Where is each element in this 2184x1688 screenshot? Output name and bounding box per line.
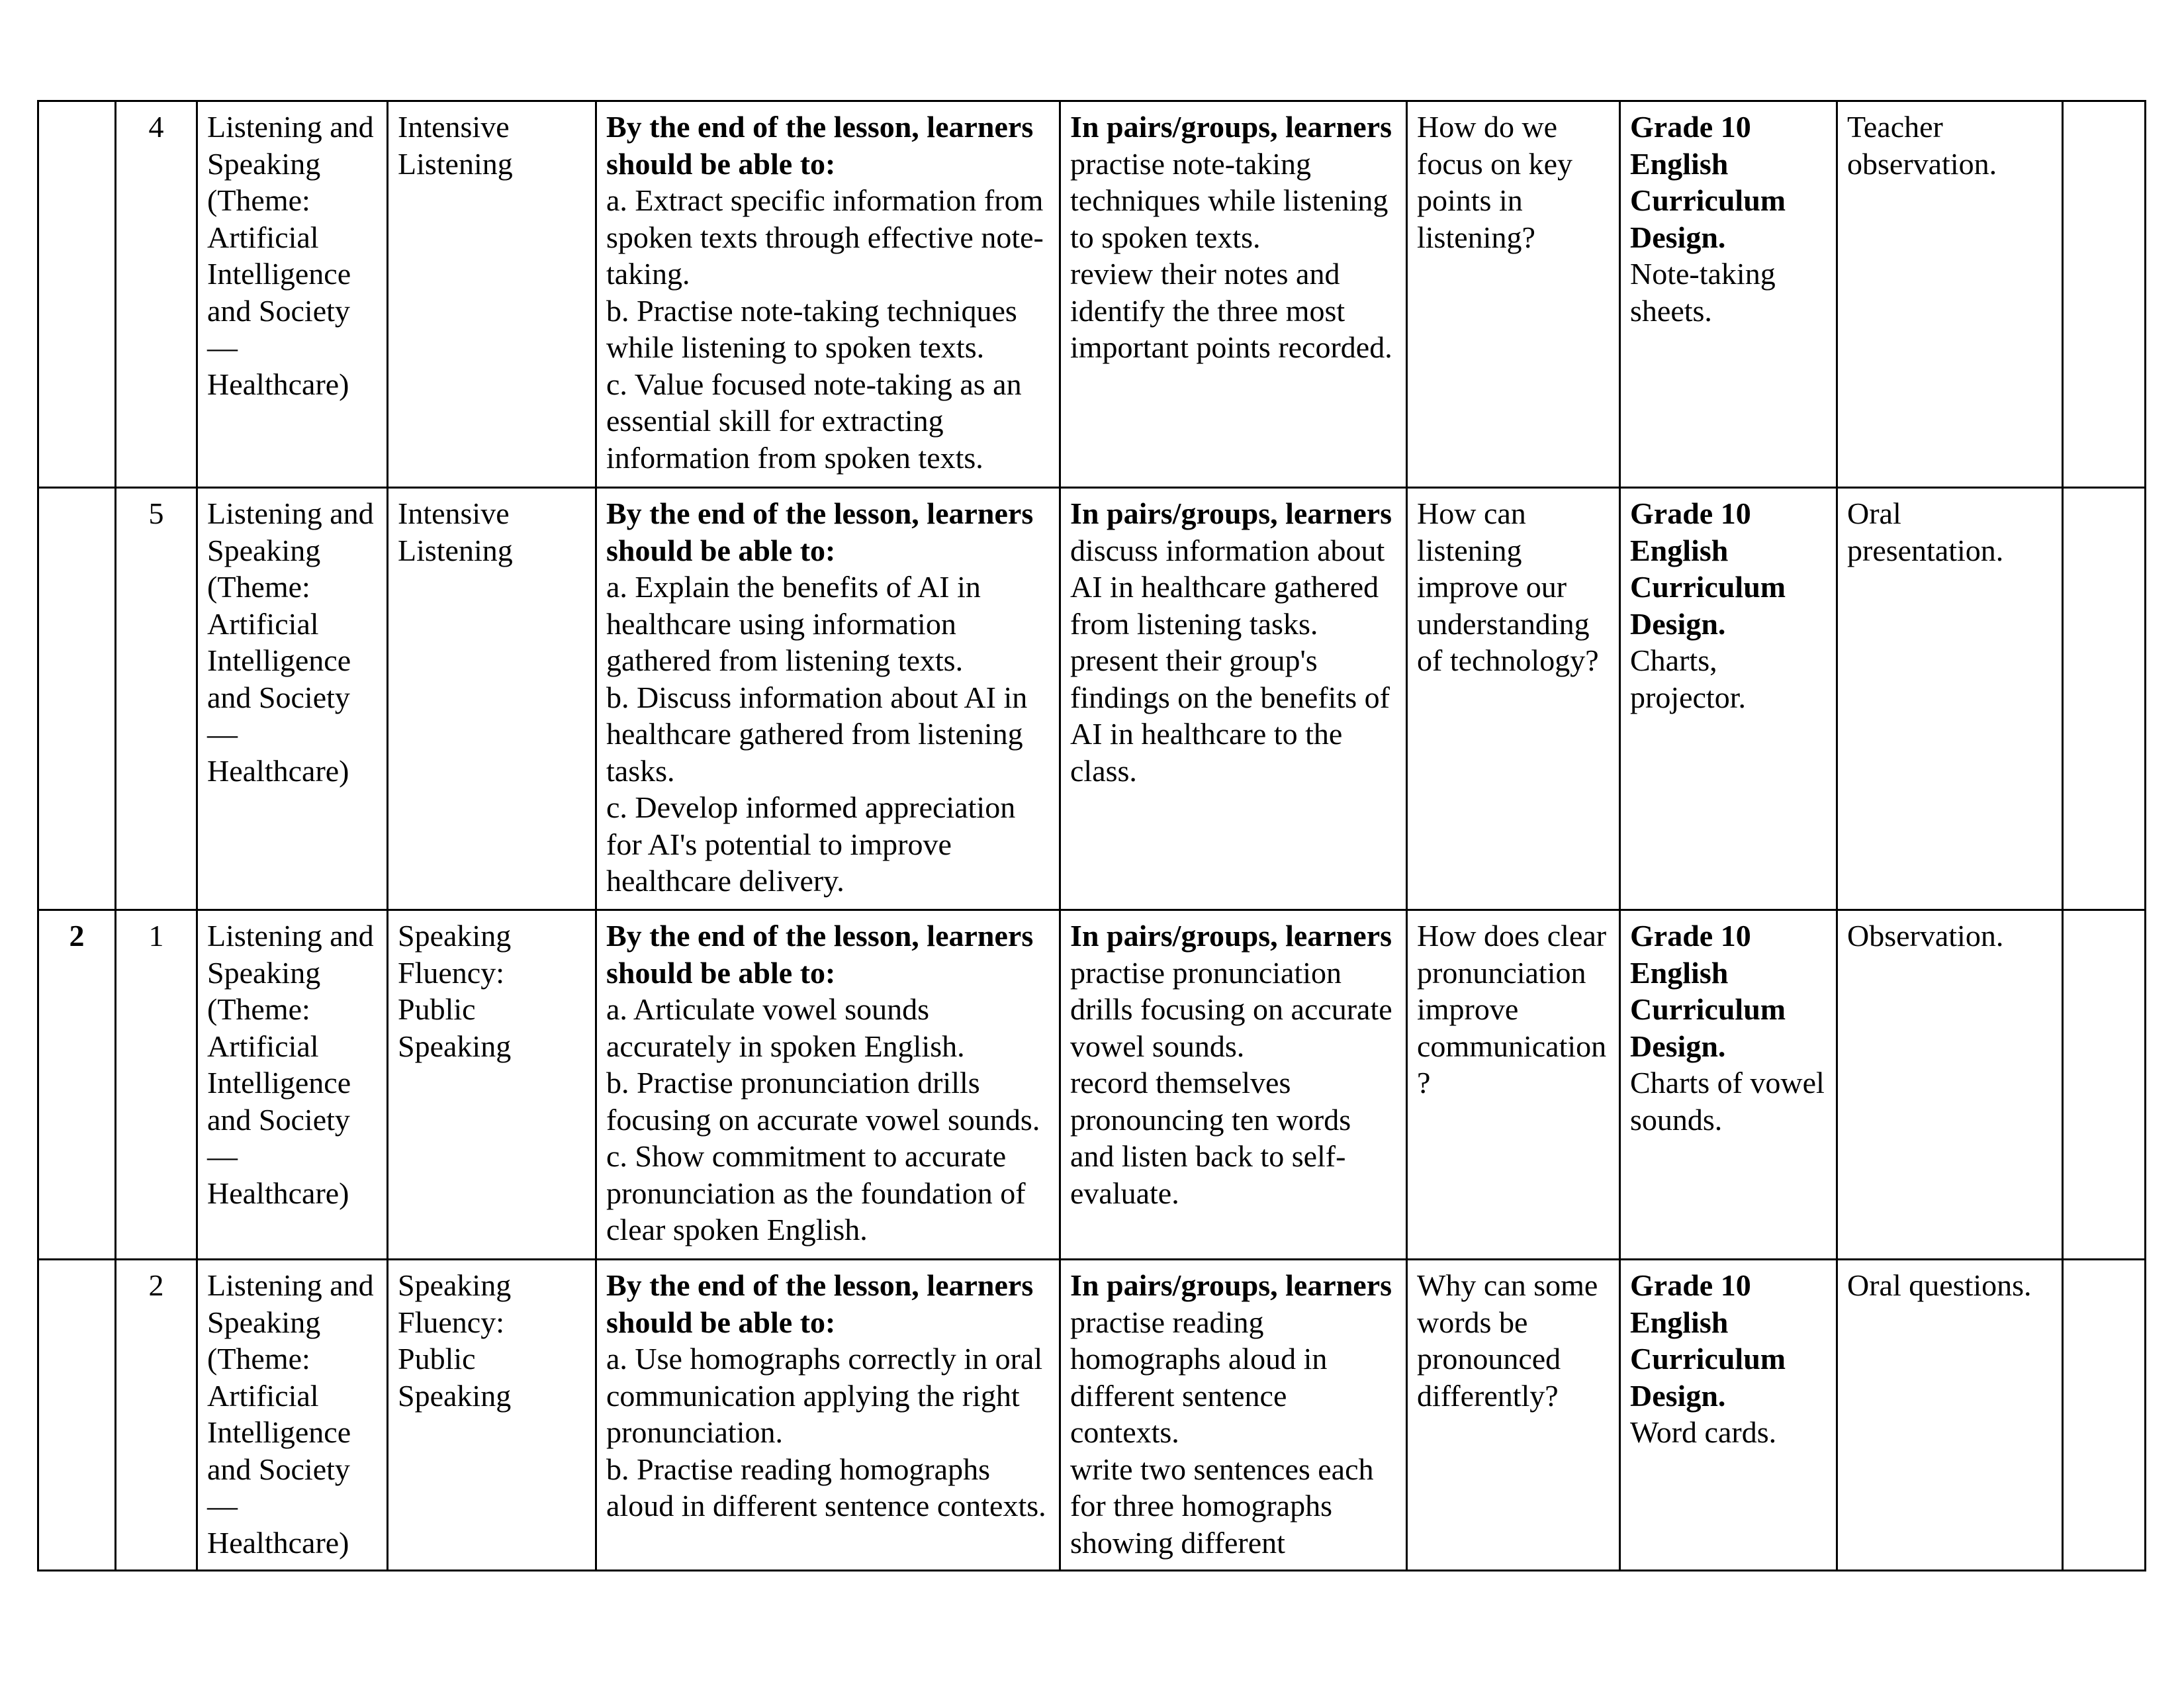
lesson-number: 1 [148, 919, 164, 953]
strand-text: Intelligence [207, 1066, 351, 1100]
sub-strand-cell [388, 1260, 596, 1571]
strand-cell [197, 101, 388, 488]
strand-text: and Society [207, 1102, 350, 1137]
resources-text: Charts, projector. [1630, 643, 1746, 714]
strand-text: Healthcare) [207, 1176, 349, 1210]
strand-text: Listening and [207, 1268, 374, 1302]
experiences-heading: In pairs/groups, learners [1070, 110, 1392, 144]
resources-cell [1620, 1260, 1837, 1571]
remarks-cell [2063, 910, 2146, 1260]
resources-cell [1620, 488, 1837, 910]
table-row [38, 488, 2146, 910]
strand-text: and Society [207, 1452, 350, 1486]
strand-cell [197, 488, 388, 910]
sub-strand-text: Fluency: [398, 955, 504, 990]
outcome-item: b. Discuss information about AI in healthcare gathered from listening tasks. [606, 680, 1028, 788]
strand-text: Intelligence [207, 643, 351, 677]
resources-cell [1620, 101, 1837, 488]
remarks-cell [2063, 101, 2146, 488]
outcomes-heading: By the end of the lesson, learners should be able to: [606, 1268, 1034, 1339]
sub-strand-text: Speaking [398, 1268, 512, 1302]
strand-text: Healthcare) [207, 1525, 349, 1560]
outcomes-heading: By the end of the lesson, learners should be able to: [606, 496, 1034, 567]
lesson-cell [116, 488, 197, 910]
strand-text: (Theme: [207, 992, 310, 1026]
learning-experiences-cell [1060, 910, 1407, 1260]
experiences-heading: In pairs/groups, learners [1070, 1268, 1392, 1302]
week-cell [38, 488, 116, 910]
remarks-cell [2063, 488, 2146, 910]
strand-text: (Theme: [207, 1342, 310, 1376]
strand-text: Artificial [207, 1029, 319, 1063]
strand-text: and Society [207, 680, 350, 714]
outcomes-heading: By the end of the lesson, learners should be able to: [606, 110, 1034, 181]
key-inquiry-cell [1407, 488, 1620, 910]
strand-text: Artificial [207, 1378, 319, 1413]
resources-cell [1620, 910, 1837, 1260]
lesson-number: 4 [148, 110, 164, 144]
strand-text: Healthcare) [207, 753, 349, 788]
resources-heading: Grade 10 English Curriculum Design. [1630, 919, 1786, 1063]
assessment-cell [1837, 488, 2063, 910]
outcome-item: b. Practise pronunciation drills focusing on accurate vowel sounds. [606, 1066, 1040, 1137]
learning-experiences-cell [1060, 101, 1407, 488]
lesson-number: 5 [148, 496, 164, 530]
key-inquiry-question: How do we focus on key points in listening? [1417, 110, 1573, 254]
strand-text: Speaking [207, 1305, 321, 1339]
strand-text: Artificial [207, 606, 319, 641]
learning-outcomes-cell [596, 101, 1060, 488]
sub-strand-cell [388, 910, 596, 1260]
key-inquiry-question: How can listening improve our understanding of technology? [1417, 496, 1599, 677]
resources-text: Charts of vowel sounds. [1630, 1066, 1825, 1137]
sub-strand-text: Public [398, 992, 476, 1026]
strand-text: Speaking [207, 146, 321, 181]
key-inquiry-cell [1407, 910, 1620, 1260]
assessment-cell [1837, 101, 2063, 488]
outcome-item: a. Extract specific information from spoken texts through effective note-taking. [606, 183, 1044, 291]
strand-text: Healthcare) [207, 367, 349, 401]
learning-outcomes-cell [596, 1260, 1060, 1571]
experience-item: practise pronunciation drills focusing on accurate vowel sounds. [1070, 955, 1392, 1063]
assessment-text: Teacher observation. [1847, 110, 1997, 181]
week-number: 2 [69, 919, 85, 953]
experience-item: write two sentences each for three homographs showing different [1070, 1452, 1374, 1560]
table-row [38, 910, 2146, 1260]
strand-text: Artificial [207, 220, 319, 254]
lesson-cell [116, 101, 197, 488]
resources-text: Note-taking sheets. [1630, 257, 1776, 328]
experience-item: review their notes and identify the three most important points recorded. [1070, 257, 1392, 364]
strand-cell [197, 1260, 388, 1571]
strand-text: — [207, 330, 238, 364]
strand-text: — [207, 717, 238, 751]
lesson-cell [116, 1260, 197, 1571]
experience-item: present their group's findings on the benefits of AI in healthcare to the class. [1070, 643, 1390, 788]
sub-strand-text: Listening [398, 533, 513, 567]
key-inquiry-cell [1407, 1260, 1620, 1571]
outcome-item: a. Articulate vowel sounds accurately in spoken English. [606, 992, 965, 1063]
learning-outcomes-cell [596, 488, 1060, 910]
resources-heading: Grade 10 English Curriculum Design. [1630, 1268, 1786, 1413]
sub-strand-text: Intensive [398, 110, 510, 144]
strand-text: Speaking [207, 533, 321, 567]
resources-text: Word cards. [1630, 1415, 1777, 1449]
outcome-item: c. Value focused note-taking as an essential skill for extracting information from spoken texts. [606, 367, 1022, 475]
strand-text: Intelligence [207, 257, 351, 291]
strand-text: Listening and [207, 919, 374, 953]
sub-strand-text: Speaking [398, 919, 512, 953]
resources-heading: Grade 10 English Curriculum Design. [1630, 496, 1786, 641]
key-inquiry-question: Why can some words be pronounced differently? [1417, 1268, 1598, 1413]
learning-experiences-cell [1060, 1260, 1407, 1571]
resources-heading: Grade 10 English Curriculum Design. [1630, 110, 1786, 254]
sub-strand-text: Speaking [398, 1029, 512, 1063]
strand-text: and Society [207, 293, 350, 328]
strand-text: Listening and [207, 496, 374, 530]
week-cell [38, 101, 116, 488]
experiences-heading: In pairs/groups, learners [1070, 496, 1392, 530]
lesson-number: 2 [148, 1268, 164, 1302]
sub-strand-cell [388, 101, 596, 488]
key-inquiry-question: How does clear pronunciation improve communication? [1417, 919, 1607, 1100]
outcome-item: c. Show commitment to accurate pronunciation as the foundation of clear spoken English. [606, 1139, 1026, 1246]
lesson-cell [116, 910, 197, 1260]
outcomes-heading: By the end of the lesson, learners should be able to: [606, 919, 1034, 990]
outcome-item: a. Use homographs correctly in oral communication applying the right pronunciation. [606, 1342, 1043, 1449]
strand-text: (Theme: [207, 570, 310, 604]
outcome-item: c. Develop informed appreciation for AI's potential to improve healthcare delivery. [606, 790, 1016, 898]
assessment-cell [1837, 1260, 2063, 1571]
sub-strand-text: Fluency: [398, 1305, 504, 1339]
sub-strand-cell [388, 488, 596, 910]
outcome-item: b. Practise reading homographs aloud in different sentence contexts. [606, 1452, 1046, 1523]
table-row [38, 101, 2146, 488]
assessment-cell [1837, 910, 2063, 1260]
outcome-item: a. Explain the benefits of AI in healthcare using information gathered from listening texts. [606, 570, 981, 677]
experience-item: practise note-taking techniques while listening to spoken texts. [1070, 146, 1388, 254]
sub-strand-text: Speaking [398, 1378, 512, 1413]
strand-text: (Theme: [207, 183, 310, 217]
experience-item: discuss information about AI in healthcare gathered from listening tasks. [1070, 533, 1385, 641]
table-row [38, 1260, 2146, 1571]
strand-text: — [207, 1489, 238, 1523]
assessment-text: Oral presentation. [1847, 496, 2004, 567]
sub-strand-text: Public [398, 1342, 476, 1376]
sub-strand-text: Intensive [398, 496, 510, 530]
assessment-text: Observation. [1847, 919, 2004, 953]
strand-text: Intelligence [207, 1415, 351, 1449]
week-cell [38, 910, 116, 1260]
experiences-heading: In pairs/groups, learners [1070, 919, 1392, 953]
strand-text: Speaking [207, 955, 321, 990]
strand-text: — [207, 1139, 238, 1173]
experience-item: record themselves pronouncing ten words and listen back to self-evaluate. [1070, 1066, 1351, 1210]
week-cell [38, 1260, 116, 1571]
learning-experiences-cell [1060, 488, 1407, 910]
experience-item: practise reading homographs aloud in different sentence contexts. [1070, 1305, 1328, 1449]
assessment-text: Oral questions. [1847, 1268, 2032, 1302]
outcome-item: b. Practise note-taking techniques while listening to spoken texts. [606, 293, 1017, 364]
strand-cell [197, 910, 388, 1260]
learning-outcomes-cell [596, 910, 1060, 1260]
sub-strand-text: Listening [398, 146, 513, 181]
scheme-of-work-table [37, 100, 2146, 1571]
remarks-cell [2063, 1260, 2146, 1571]
strand-text: Listening and [207, 110, 374, 144]
key-inquiry-cell [1407, 101, 1620, 488]
